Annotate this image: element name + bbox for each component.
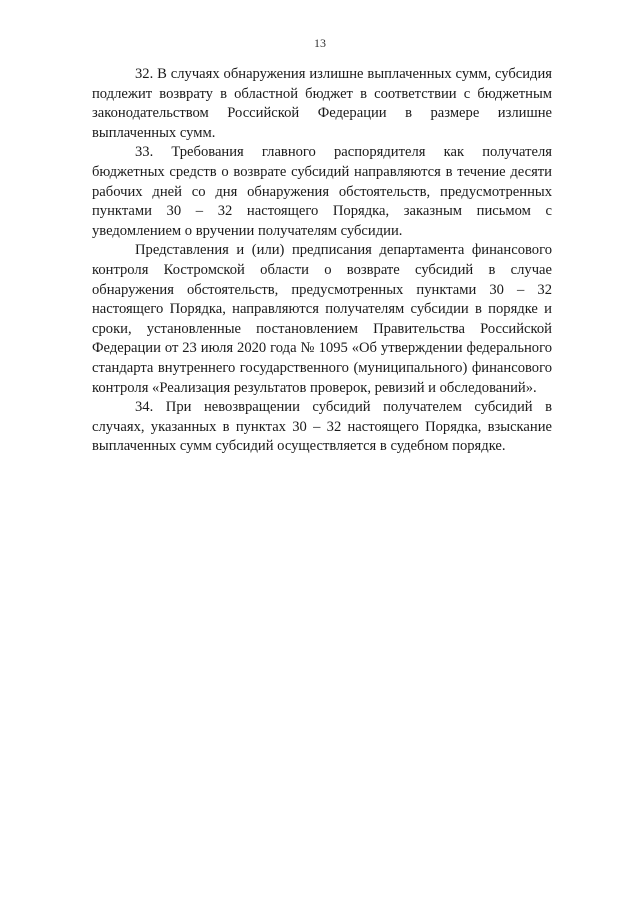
page-number: 13 (314, 36, 326, 50)
document-body (92, 65, 552, 457)
paragraph-33-representations: Представления и (или) предписания департамента финансового контроля Костромской области о возврате субсидий в случае обнаружения обстоятельств, предусмотренных пунктами 30 – 32 настоящего Порядка, направляются получателям субсидии в порядке и сроки, установленные постановлением Правительства Российской Федерации от 23 июля 2020 года № 1095 «Об утверждении федерального стандарта внутреннего государственного (муниципального) финансового контроля «Реализация результатов проверок, ревизий и обследований». (92, 242, 552, 396)
paragraph-33: 33. Требования главного распорядителя как получателя бюджетных средств о возврате субсидий направляются в течение десяти рабочих дней со дня обнаружения обстоятельств, предусмотренных пунктами 30 – 32 настоящего Порядка, заказным письмом с уведомлением о вручении получателям субсидии. (92, 144, 552, 239)
paragraph-32: 32. В случаях обнаружения излишне выплаченных сумм, субсидия подлежит возврату в областной бюджет в соответствии с бюджетным законодательством Российской Федерации в размере излишне выплаченных сумм. (92, 66, 552, 141)
paragraph-34: 34. При невозвращении субсидий получателем субсидий в случаях, указанных в пунктах 30 – 32 настоящего Порядка, взыскание выплаченных сумм субсидий осуществляется в судебном порядке. (92, 399, 552, 455)
